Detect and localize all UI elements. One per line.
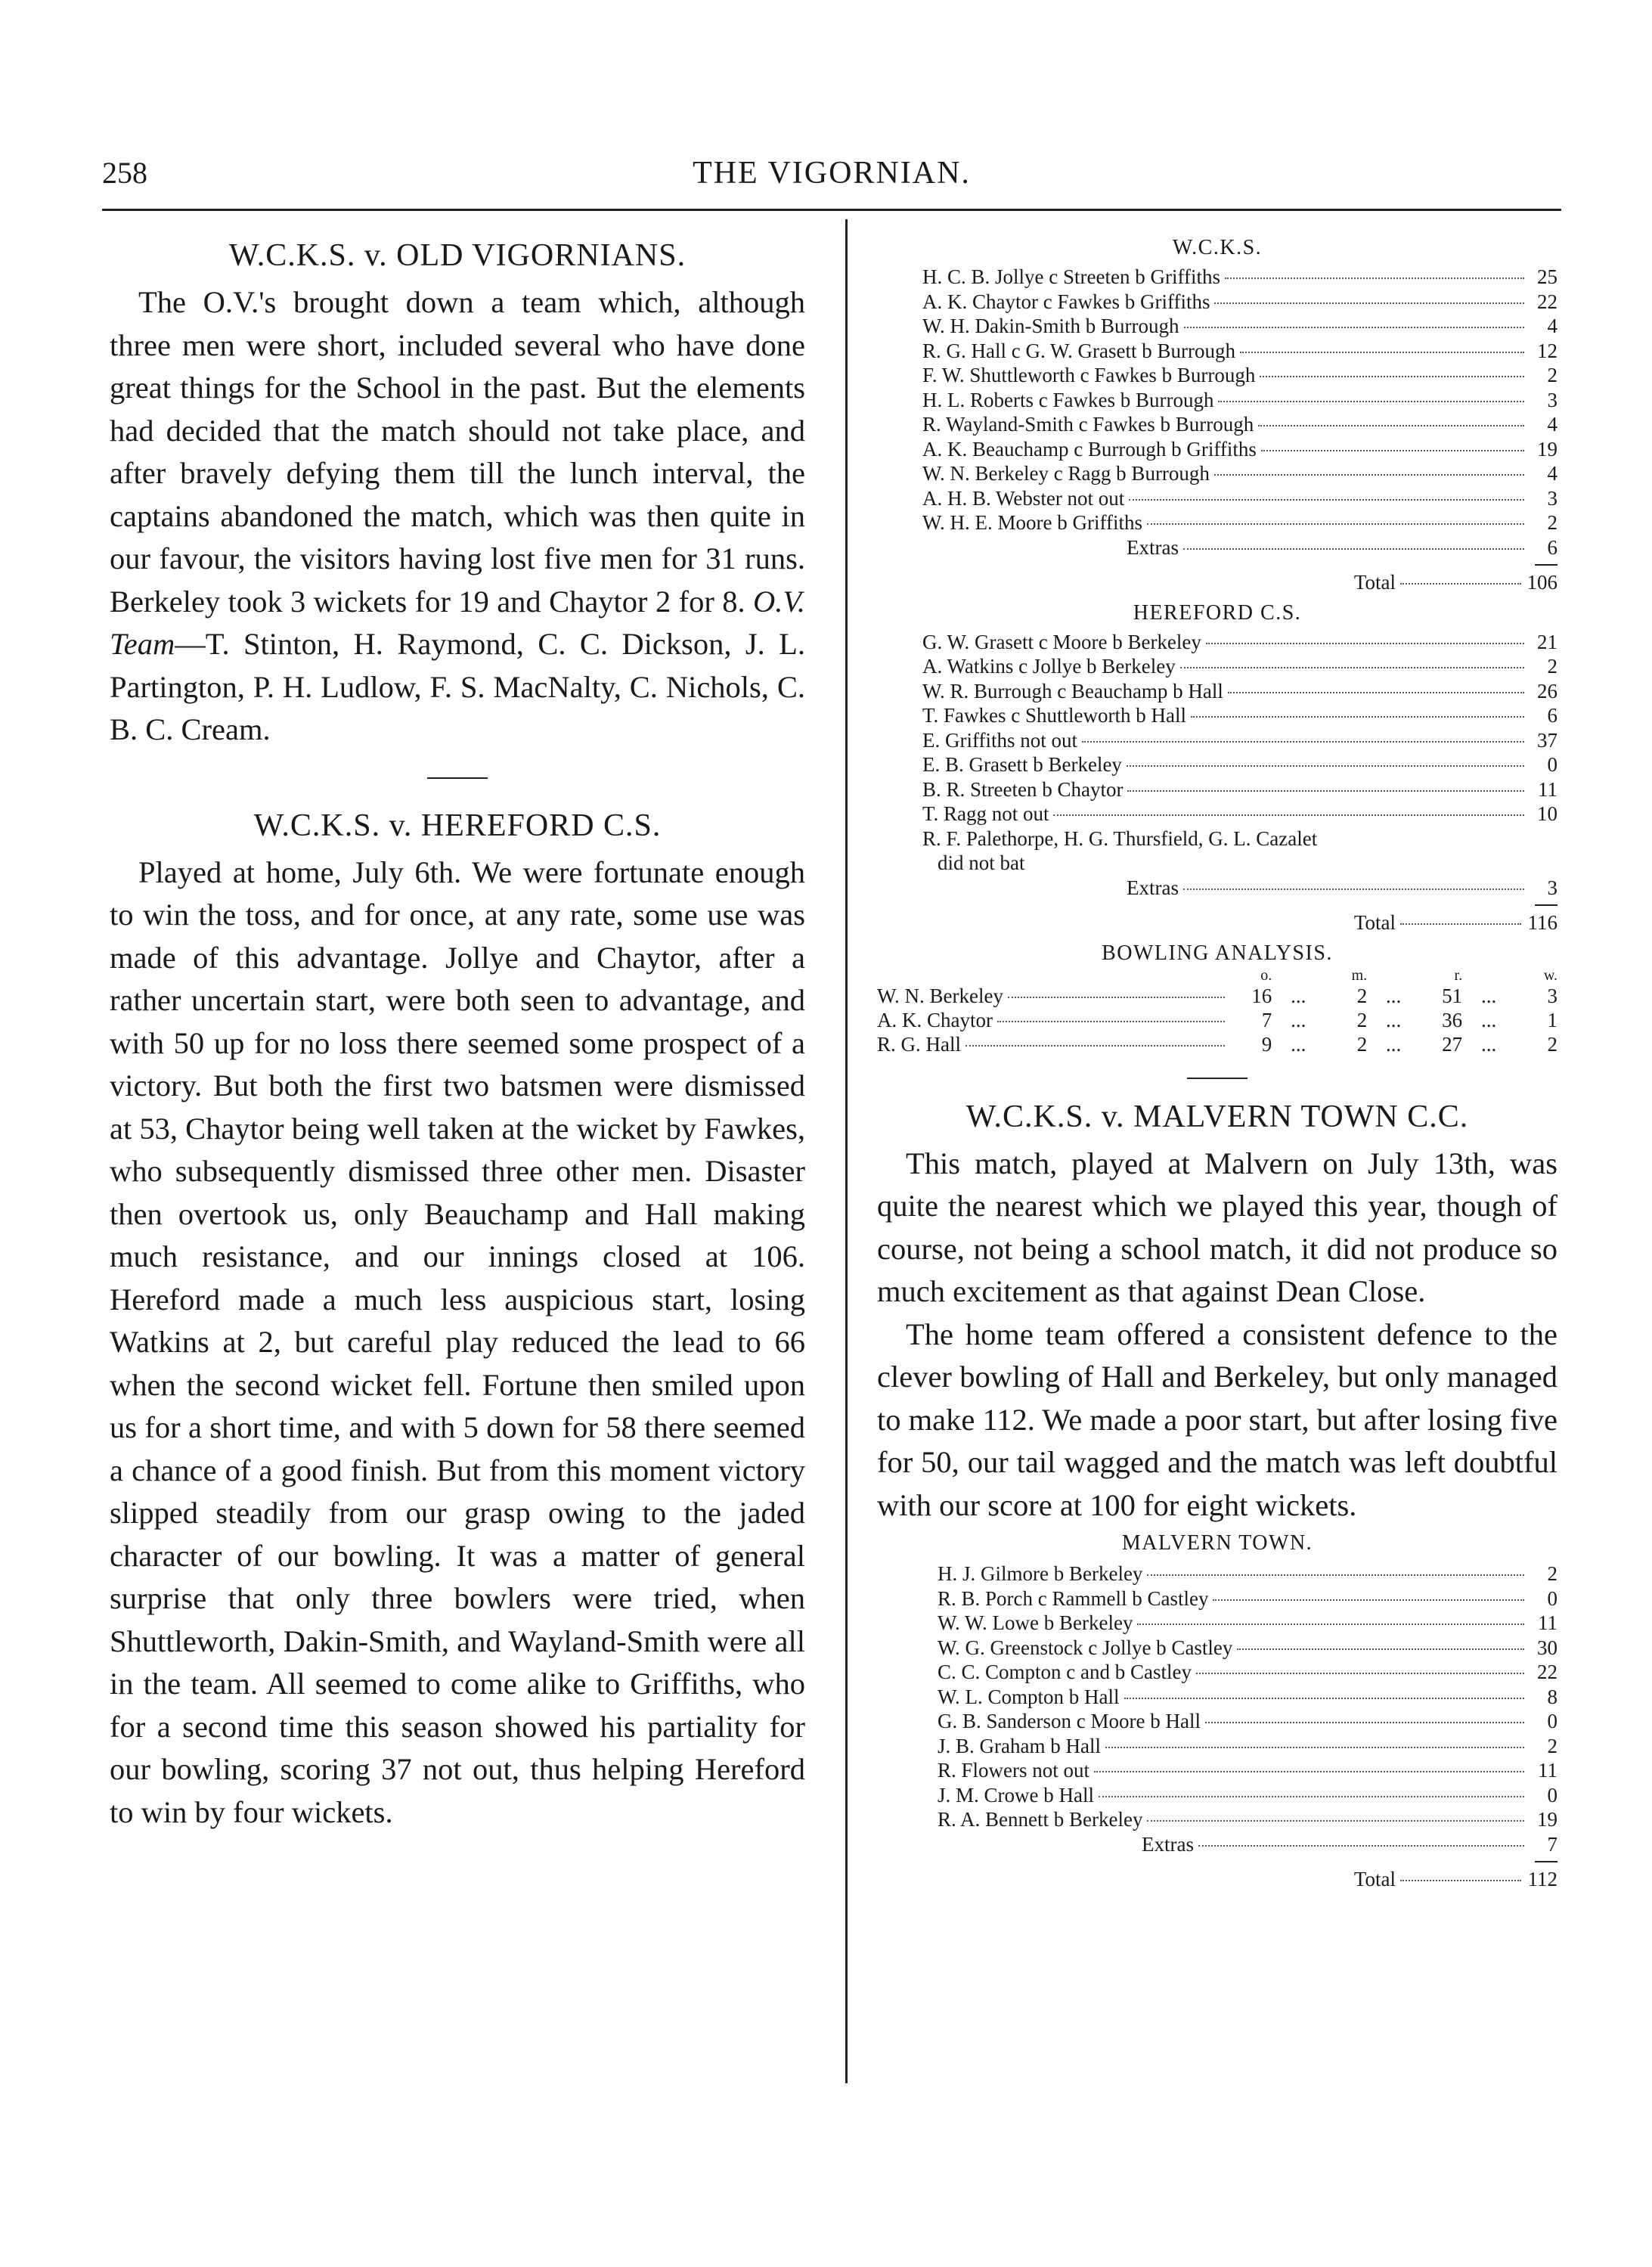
malvern-heading: MALVERN TOWN. — [1121, 1531, 1313, 1555]
figure-m: 2 — [1356, 984, 1368, 1007]
total-row — [922, 570, 1557, 595]
runs: 0 — [1547, 753, 1557, 776]
score-row — [938, 1685, 1557, 1710]
batsman: G. B. Sanderson c Moore b Hall — [938, 1710, 1201, 1732]
total-runs: 112 — [1527, 1868, 1557, 1890]
leader-dots — [1184, 327, 1525, 328]
separator: ... — [1480, 1008, 1497, 1031]
leader-dots — [1180, 667, 1524, 668]
page-number: 258 — [102, 156, 147, 190]
batsman: E. B. Grasett b Berkeley — [922, 753, 1122, 776]
score-row — [922, 290, 1557, 315]
batsman: E. Griffiths not out — [922, 728, 1077, 752]
leader-dots — [965, 1045, 1225, 1047]
score-row — [922, 461, 1557, 486]
total-rule — [1535, 1861, 1557, 1862]
batsman: W. N. Berkeley c Ragg b Burrough — [922, 462, 1210, 485]
leader-dots — [1205, 1722, 1524, 1723]
figure-w: 2 — [1547, 1032, 1557, 1056]
bowler-name: W. N. Berkeley — [877, 984, 1003, 1007]
runs: 3 — [1547, 876, 1557, 899]
batsman: R. Wayland-Smith c Fawkes b Burrough — [922, 413, 1254, 436]
score-row — [922, 437, 1557, 462]
batsman: Extras — [1127, 876, 1179, 899]
score-row — [922, 654, 1557, 679]
malvern-scorecard — [877, 1561, 1557, 1892]
runs: 7 — [1547, 1832, 1557, 1856]
runs: 11 — [1538, 1611, 1557, 1634]
runs: 2 — [1547, 655, 1557, 678]
separator: ... — [1386, 1008, 1402, 1031]
section-old-vigornians — [110, 234, 805, 752]
runs: 4 — [1547, 413, 1557, 436]
score-row — [922, 412, 1557, 437]
runs: 19 — [1537, 437, 1557, 461]
section-title: W.C.K.S. v. HEREFORD C.S. — [253, 808, 662, 843]
separator: ... — [1480, 1032, 1497, 1056]
batsman: H. J. Gilmore b Berkeley — [938, 1562, 1143, 1585]
runs: 4 — [1547, 315, 1557, 337]
batsman: A. K. Beauchamp c Burrough b Griffiths — [922, 437, 1257, 461]
runs: 30 — [1537, 1636, 1557, 1659]
runs: 19 — [1537, 1808, 1557, 1831]
header-rule — [102, 209, 1561, 211]
batsman: R. G. Hall c G. W. Grasett b Burrough — [922, 339, 1235, 362]
leader-dots — [1400, 1880, 1521, 1881]
bowling-header — [877, 967, 1557, 984]
malvern-report-2: The home team offered a consistent defence to the clever bowling of Hall and Berkeley, but only managed to make 112. We made a poor start, but after losing five for 50, our tail wagged and the match was left doubtful with our score at 100 for eight wickets. — [877, 1316, 1557, 1522]
malvern-report-1: This match, played at Malvern on July 13th, was quite the nearest which we played this year, though of course, not being a school match, it did not produce so much excitement as that against Dean Close. — [877, 1146, 1557, 1308]
bowling-row — [877, 984, 1557, 1008]
batsman: T. Ragg not out — [922, 802, 1049, 825]
bowling-row — [877, 1032, 1557, 1056]
leader-dots — [1400, 923, 1521, 925]
runs: 2 — [1547, 511, 1557, 534]
score-row — [922, 510, 1557, 535]
leader-dots — [997, 1021, 1225, 1022]
batsman: H. L. Roberts c Fawkes b Burrough — [922, 388, 1214, 411]
score-row — [938, 1709, 1557, 1734]
score-row — [922, 314, 1557, 339]
hereford-report: Played at home, July 6th. We were fortunate enough to win the toss, and for once, at any rate, some use was made of this advantage. Jollye and Chaytor, after a rather uncertain start, were both seen to advantage, and with 50 up for no loss there seemed some prospect of a victory. But both the first two batsmen were dismissed at 53, Chaytor being well taken at the wicket by Fawkes, who subsequently dismissed three other men. Disaster then overtook us, only Beauchamp and Hall making much resistance, and our innings closed at 106. Hereford made a much less auspicious start, losing Watkins at 2, but careful play reduced the lead to 66 when the second wicket fell. Fortune then smiled upon us for a short time, and with 5 down for 58 there seemed a chance of a good finish. But from this moment victory slipped steadily from our grasp owing to the jaded character of our bowling. It was a matter of general surprise that only three bowlers were tried, when Shuttleworth, Dakin-Smith, and Wayland-Smith were all in the team. All seemed to come alike to Griffiths, who for a second time this season showed his partiality for our bowling, scoring 37 not out, thus helping Hereford to win by four wickets. — [110, 854, 806, 1829]
runs: 21 — [1537, 630, 1557, 653]
runs: 2 — [1547, 364, 1557, 386]
ov-team-list: —T. Stinton, H. Raymond, C. C. Dickson, J. L. Partington, P. H. Ludlow, F. S. MacNalty, C. Nichols, C. B. C. Cream. — [110, 627, 805, 746]
batsman: R. Flowers not out — [938, 1759, 1090, 1782]
runs: 6 — [1547, 535, 1557, 559]
score-row — [922, 363, 1557, 388]
section-malvern — [877, 1096, 1557, 1892]
leader-dots — [1183, 548, 1524, 550]
total-label: Total — [1353, 911, 1396, 934]
separator: ... — [1291, 984, 1306, 1007]
leader-dots — [1198, 1845, 1524, 1847]
score-row — [938, 1586, 1557, 1611]
batsman: Extras — [1142, 1832, 1194, 1856]
leader-dots — [1147, 1820, 1524, 1822]
left-column — [110, 234, 805, 1834]
total-label: Total — [1353, 1868, 1396, 1890]
runs: 0 — [1547, 1710, 1557, 1732]
runs: 12 — [1537, 339, 1557, 362]
runs: 11 — [1538, 1759, 1557, 1782]
batsman: A. Watkins c Jollye b Berkeley — [922, 655, 1176, 678]
column-divider — [845, 219, 848, 2083]
score-row — [922, 388, 1557, 413]
runs: 11 — [1538, 777, 1557, 801]
leader-dots — [1105, 1747, 1524, 1748]
leader-dots — [1261, 450, 1524, 451]
score-row — [938, 1734, 1557, 1759]
figure-r: 36 — [1442, 1008, 1463, 1031]
batsman: W. R. Burrough c Beauchamp b Hall — [922, 679, 1223, 702]
wcks-heading: W.C.K.S. — [1172, 236, 1263, 259]
batsman: R. B. Porch c Rammell b Castley — [938, 1586, 1209, 1610]
score-row — [938, 1807, 1557, 1832]
leader-dots — [1400, 583, 1521, 585]
leader-dots — [1191, 716, 1524, 718]
wcks-scorecard — [877, 265, 1557, 595]
leader-dots — [1099, 1796, 1524, 1797]
leader-dots — [1260, 376, 1524, 377]
leader-dots — [1008, 997, 1225, 998]
batsman: F. W. Shuttleworth c Fawkes b Burrough — [922, 364, 1256, 386]
batsman: T. Fawkes c Shuttleworth b Hall — [922, 704, 1186, 727]
runs: 4 — [1547, 462, 1557, 485]
batsman: A. K. Chaytor c Fawkes b Griffiths — [922, 290, 1210, 313]
runs: 10 — [1537, 802, 1557, 825]
figure-o: 9 — [1261, 1032, 1272, 1056]
batsman: W. H. Dakin-Smith b Burrough — [922, 315, 1179, 337]
score-row — [922, 265, 1557, 290]
score-row — [922, 486, 1557, 511]
figure-r: 27 — [1442, 1032, 1463, 1056]
runs: 22 — [1537, 290, 1557, 313]
col-overs: o. — [1260, 966, 1272, 984]
did-not-bat: R. F. Palethorpe, H. G. Thursfield, G. L. Cazalet — [922, 826, 1318, 850]
runs: 8 — [1547, 1685, 1557, 1708]
batsman: W. W. Lowe b Berkeley — [938, 1611, 1133, 1634]
section-separator — [1187, 1078, 1248, 1079]
leader-dots — [1225, 278, 1524, 279]
batsman: H. C. B. Jollye c Streeten b Griffiths — [922, 265, 1220, 288]
leader-dots — [1124, 1698, 1525, 1699]
score-row — [922, 802, 1557, 826]
batsman: J. M. Crowe b Hall — [938, 1783, 1094, 1806]
leader-dots — [1082, 741, 1524, 743]
runs: 3 — [1547, 388, 1557, 411]
section-title: W.C.K.S. v. OLD VIGORNIANS. — [228, 238, 687, 273]
leader-dots — [1206, 643, 1524, 644]
leader-dots — [1127, 765, 1524, 767]
bowling-row — [877, 1008, 1557, 1032]
runs: 2 — [1547, 1562, 1557, 1585]
figure-o: 16 — [1251, 984, 1272, 1007]
score-row — [922, 535, 1557, 560]
figure-w: 3 — [1547, 984, 1557, 1007]
runs: 22 — [1537, 1661, 1557, 1683]
leader-dots — [1196, 1673, 1524, 1674]
runs: 6 — [1547, 704, 1557, 727]
runs: 3 — [1547, 486, 1557, 510]
batsman: J. B. Graham b Hall — [938, 1734, 1101, 1757]
batsman: Extras — [1127, 535, 1179, 559]
col-wickets: w. — [1543, 966, 1557, 984]
separator: ... — [1291, 1008, 1306, 1031]
ov-report: The O.V.'s brought down a team which, although three men were short, included several who have done great things for the School in the past. But the elements had decided that the match should not take place, and after bravely defying them till the lunch interval, the captains abandoned the match, which was then quite in our favour, the visitors having lost five men for 31 runs. Berkeley took 3 wickets for 19 and Chaytor 2 for 8. O.V. Team—T. Stinton, H. Raymond, C. C. Dickson, J. L. Partington, P. H. Ludlow, F. S. MacNalty, C. Nichols, C. B. C. Cream. — [110, 285, 805, 746]
figure-w: 1 — [1547, 1008, 1557, 1031]
right-column — [877, 234, 1557, 1892]
batsman: C. C. Compton c and b Castley — [938, 1661, 1192, 1683]
bowler — [877, 984, 1229, 1008]
score-row — [922, 703, 1557, 728]
score-row — [938, 1660, 1557, 1685]
leader-dots — [1053, 814, 1524, 816]
separator: ... — [1291, 1032, 1306, 1056]
total-row — [922, 910, 1557, 935]
running-head: THE VIGORNIAN. — [693, 156, 971, 191]
leader-dots — [1183, 889, 1524, 890]
batsman: W. L. Compton b Hall — [938, 1685, 1120, 1708]
col-runs: r. — [1454, 966, 1463, 984]
score-row — [938, 1758, 1557, 1783]
bowler-name: A. K. Chaytor — [877, 1008, 993, 1031]
leader-dots — [1237, 1648, 1524, 1650]
leader-dots — [1147, 1574, 1524, 1576]
leader-dots — [1094, 1771, 1524, 1772]
batsman: R. A. Bennett b Berkeley — [938, 1808, 1143, 1831]
score-row — [922, 679, 1557, 704]
score-row — [938, 1832, 1557, 1857]
ov-team-label: O.V. Team — [110, 584, 805, 661]
section-hereford-report — [110, 805, 805, 1834]
total-label: Total — [1353, 571, 1396, 594]
leader-dots — [1147, 523, 1524, 525]
score-row — [922, 752, 1557, 777]
separator: ... — [1480, 984, 1497, 1007]
leader-dots — [1129, 499, 1524, 501]
total-runs: 106 — [1526, 571, 1557, 594]
bowler-name: R. G. Hall — [877, 1032, 961, 1056]
total-runs: 116 — [1527, 911, 1557, 934]
batsman: W. H. E. Moore b Griffiths — [922, 511, 1142, 534]
separator: ... — [1386, 1032, 1402, 1056]
bowling-analysis — [877, 967, 1557, 1056]
total-rule — [1535, 564, 1557, 566]
batsman: G. W. Grasett c Moore b Berkeley — [922, 630, 1201, 653]
leader-dots — [1214, 474, 1524, 476]
batsman: A. H. B. Webster not out — [922, 486, 1125, 510]
leader-dots — [1228, 692, 1524, 693]
runs: 26 — [1537, 679, 1557, 702]
runs: 2 — [1547, 1734, 1557, 1757]
leader-dots — [1137, 1623, 1524, 1625]
runs: 0 — [1547, 1586, 1557, 1610]
score-row — [922, 728, 1557, 753]
runs: 25 — [1537, 265, 1557, 288]
hereford-heading: HEREFORD C.S. — [1133, 600, 1302, 625]
col-maidens: m. — [1351, 966, 1368, 984]
leader-dots — [1127, 790, 1524, 792]
figure-r: 51 — [1442, 984, 1463, 1007]
score-row — [938, 1561, 1557, 1586]
leader-dots — [1240, 352, 1524, 353]
did-not-bat-cont: did not bat — [938, 851, 1025, 874]
section-separator — [427, 777, 488, 779]
score-row — [922, 777, 1557, 802]
total-row — [938, 1867, 1557, 1892]
figure-o: 7 — [1261, 1008, 1272, 1031]
score-row — [938, 1636, 1557, 1661]
score-row — [922, 630, 1557, 655]
score-row — [922, 339, 1557, 364]
batsman: B. R. Streeten b Chaytor — [922, 777, 1124, 801]
hereford-scorecard — [877, 630, 1557, 935]
leader-dots — [1214, 302, 1524, 304]
section-title: W.C.K.S. v. MALVERN TOWN C.C. — [965, 1099, 1469, 1134]
leader-dots — [1258, 425, 1524, 426]
leader-dots — [1218, 401, 1524, 402]
figure-m: 2 — [1356, 1032, 1368, 1056]
bowling-heading: BOWLING ANALYSIS. — [1102, 941, 1333, 965]
runs: 37 — [1537, 728, 1557, 752]
runs: 0 — [1547, 1783, 1557, 1806]
separator: ... — [1386, 984, 1402, 1007]
score-row — [938, 1783, 1557, 1808]
score-row — [938, 1611, 1557, 1636]
bowler — [877, 1008, 1229, 1032]
figure-m: 2 — [1356, 1008, 1368, 1031]
page-header — [102, 155, 1561, 200]
bowler — [877, 1032, 1229, 1056]
total-rule — [1535, 904, 1557, 906]
batsman: W. G. Greenstock c Jollye b Castley — [938, 1636, 1233, 1659]
leader-dots — [1213, 1599, 1524, 1601]
score-row — [922, 876, 1557, 901]
